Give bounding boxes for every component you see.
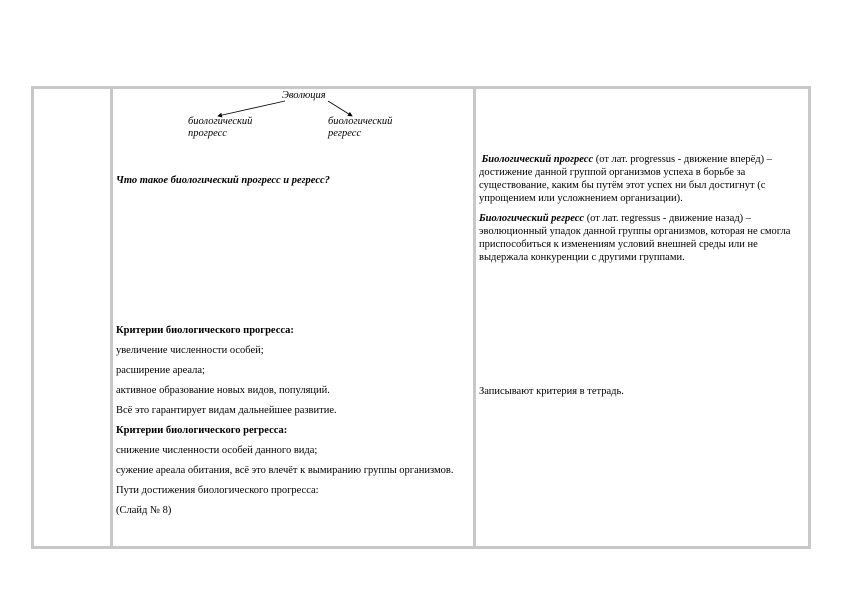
- progress-conclusion: Всё это гарантирует видам дальнейшее развитие.: [116, 405, 337, 416]
- progress-def-text: (от лат. progressus - движение вперёд) – достижение данной группой организмов успеха в борьбе за существование, каким бы путём этот успех ни был достигнут (с упрощением или усложнением организации).: [479, 154, 772, 204]
- diagram-root: Эволюция: [282, 90, 326, 101]
- column-divider: [473, 86, 476, 549]
- definitions-block: [479, 153, 807, 271]
- diagram-progress-line2: прогресс: [188, 128, 227, 139]
- regress-def-text: (от лат. regressus - движение назад) – эволюционный упадок данной группы организмов, которая не смогла приспособиться к изменениям условий внешней среды или не выдержала конкуренции с другими группами.: [479, 213, 791, 263]
- student-task: Записывают критерия в тетрадь.: [479, 386, 624, 397]
- slide-reference: (Слайд № 8): [116, 505, 172, 516]
- regress-definition: [479, 212, 807, 264]
- diagram-progress-line1: биологический: [188, 116, 253, 127]
- progress-definition: [479, 153, 807, 205]
- progress-criterion: активное образование новых видов, популяций.: [116, 385, 330, 396]
- question-text: Что такое биологический прогресс и регресс?: [116, 175, 330, 186]
- regress-criterion: сужение ареала обитания, всё это влечёт к вымиранию группы организмов.: [116, 465, 454, 476]
- column-divider: [110, 86, 113, 549]
- diagram-regress-line1: биологический: [328, 116, 393, 127]
- progress-criterion: расширение ареала;: [116, 365, 205, 376]
- diagram-regress-line2: регресс: [328, 128, 362, 139]
- regress-criteria-title: Критерии биологического регресса:: [116, 425, 288, 436]
- regress-term: Биологический регресс: [479, 213, 585, 224]
- regress-criterion: снижение численности особей данного вида;: [116, 445, 318, 456]
- progress-criteria-title: Критерии биологического прогресса:: [116, 325, 294, 336]
- arrow-to-regress: [328, 101, 352, 116]
- ways-title: Пути достижения биологического прогресса:: [116, 485, 319, 496]
- progress-term: Биологический прогресс: [481, 154, 594, 165]
- criteria-block: [116, 324, 468, 524]
- progress-criterion: увеличение численности особей;: [116, 345, 264, 356]
- arrow-to-progress: [218, 101, 285, 116]
- evolution-diagram: [180, 90, 420, 142]
